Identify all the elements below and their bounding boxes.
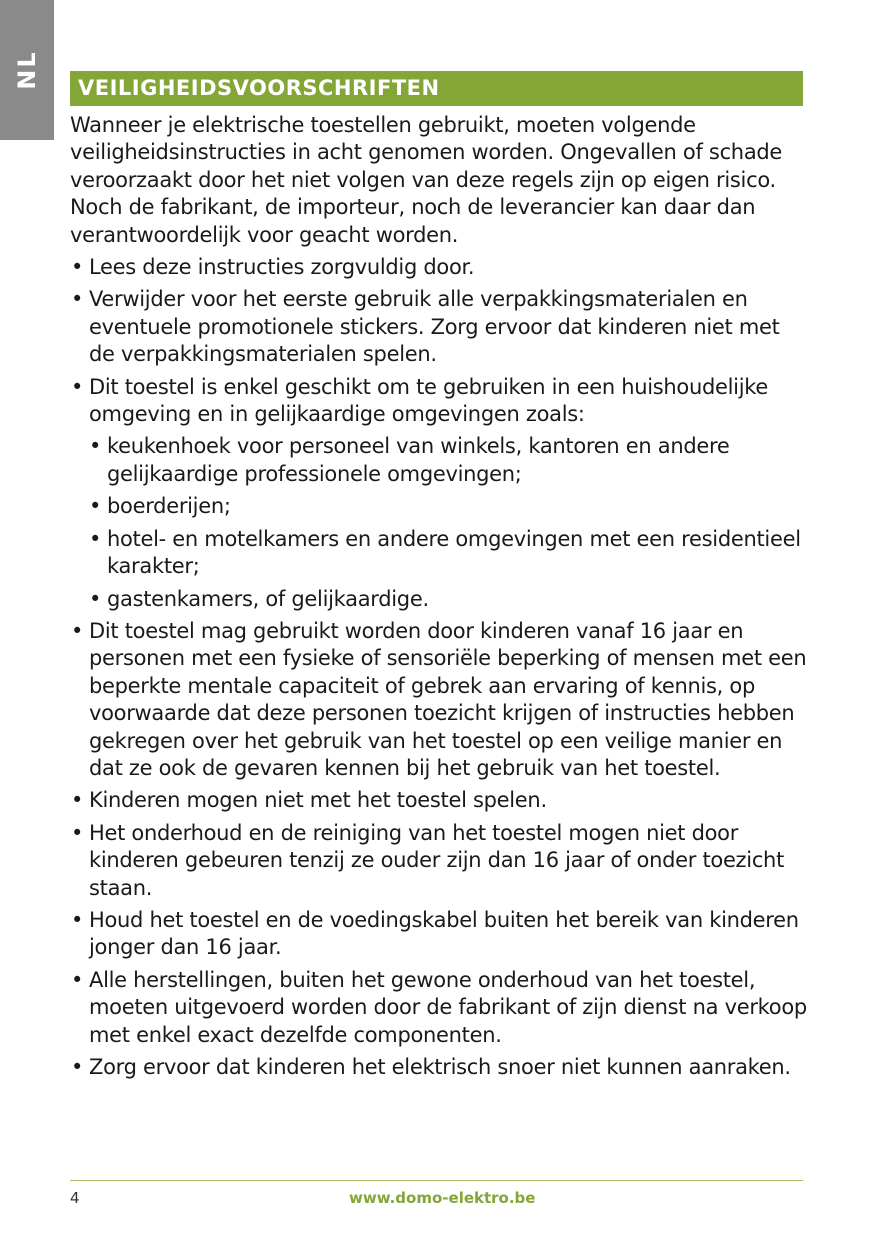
language-tab xyxy=(0,0,54,140)
list-item: • Lees deze instructies zorgvuldig door. xyxy=(70,254,810,281)
website-link[interactable]: www.domo-elektro.be xyxy=(349,1189,536,1207)
list-item: • Kinderen mogen niet met het toestel spelen. xyxy=(70,787,810,814)
sub-list-item: • hotel- en motelkamers en andere omgevingen met een residentieel karakter; xyxy=(89,526,810,581)
list-item: • Alle herstellingen, buiten het gewone onderhoud van het toestel, moeten uitgevoerd worden door de fabrikant of zijn dienst na verkoop met enkel exact dezelfde componenten. xyxy=(70,967,810,1049)
intro-paragraph: Wanneer je elektrische toestellen gebruikt, moeten volgende veiligheidsinstructies in acht genomen worden. Ongevallen of schade veroorzaakt door het niet volgen van deze regels zijn op eigen risico. Noch de fabrikant, de importeur, noch de leverancier kan daar dan verantwoordelijk voor geacht worden. xyxy=(70,113,783,247)
list-item: • Verwijder voor het eerste gebruik alle verpakkingsmaterialen en eventuele promotionele stickers. Zorg ervoor dat kinderen niet met de verpakkingsmaterialen spelen. xyxy=(70,286,810,368)
list-item-with-sublist xyxy=(70,374,810,613)
footer-divider xyxy=(70,1180,803,1181)
sub-list-item: • keukenhoek voor personeel van winkels, kantoren en andere gelijkaardige professionele omgevingen; xyxy=(89,433,810,488)
section-heading-bar xyxy=(70,71,803,106)
safety-instructions xyxy=(70,112,810,1086)
section-title: VEILIGHEIDSVOORSCHRIFTEN xyxy=(78,76,440,100)
list-item: • Het onderhoud en de reiniging van het toestel mogen niet door kinderen gebeuren tenzij ze ouder zijn dan 16 jaar of onder toezicht staan. xyxy=(70,820,810,902)
sub-list-item: • gastenkamers, of gelijkaardige. xyxy=(89,586,810,613)
list-item: • Houd het toestel en de voedingskabel buiten het bereik van kinderen jonger dan 16 jaar. xyxy=(70,907,810,962)
list-item: • Zorg ervoor dat kinderen het elektrisch snoer niet kunnen aanraken. xyxy=(70,1054,810,1081)
page-number: 4 xyxy=(70,1189,80,1207)
instruction-list xyxy=(70,254,810,1081)
list-item: • Dit toestel mag gebruikt worden door kinderen vanaf 16 jaar en personen met een fysieke of sensoriële beperking of mensen met een beperkte mentale capaciteit of gebrek aan ervaring of kennis, op voorwaarde dat deze personen toezicht krijgen of instructies hebben gekregen over het gebruik van het toestel op een veilige manier en dat ze ook de gevaren kennen bij het gebruik van het toestel. xyxy=(70,618,810,782)
language-tab-label: NL xyxy=(13,50,41,90)
sub-list-item: • boerderijen; xyxy=(89,493,810,520)
environment-sublist xyxy=(89,433,810,612)
list-item-text: Dit toestel is enkel geschikt om te gebruiken in een huishoudelijke omgeving en in gelijkaardige omgevingen zoals: xyxy=(89,374,768,427)
